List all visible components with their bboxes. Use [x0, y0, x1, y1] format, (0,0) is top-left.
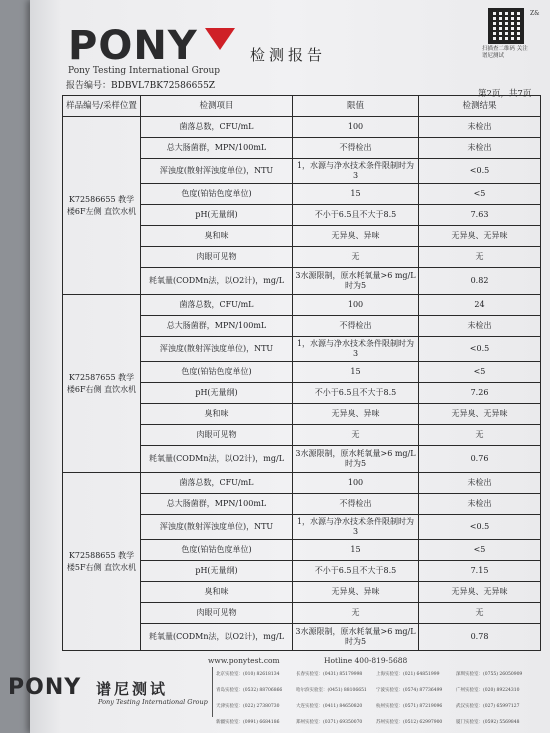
item-cell: 耗氧量(CODMn法，以O2计)，mg/L [141, 268, 293, 295]
sample-cell: K72587655 教学楼6F右侧 直饮水机 [63, 295, 141, 473]
footer-company-cn: 谱尼测试 [96, 680, 169, 698]
footer-lab-entry: 哈尔滨实验室：(0451) 88106651 [296, 688, 367, 693]
footer-lab-entry: 武汉实验室：(027) 65997127 [456, 704, 520, 709]
item-cell: 色度(铂钴色度单位) [141, 540, 293, 561]
footer-hotline: Hotline 400-819-5688 [324, 656, 408, 665]
report-page [30, 0, 550, 733]
footer-company-en: Pony Testing International Group [98, 698, 208, 706]
qr-code-icon [488, 8, 524, 44]
result-cell: <5 [419, 540, 541, 561]
item-cell: 色度(铂钴色度单位) [141, 184, 293, 205]
result-cell: <0.5 [419, 515, 541, 540]
result-cell: 未检出 [419, 494, 541, 515]
result-cell: <5 [419, 184, 541, 205]
table-row [63, 117, 541, 138]
item-cell: 耗氧量(CODMn法，以O2计)，mg/L [141, 624, 293, 651]
footer-lab-entry: 新疆实验室：(0991) 6684186 [216, 720, 280, 725]
result-cell: 未检出 [419, 316, 541, 337]
item-cell: pH(无量纲) [141, 205, 293, 226]
result-cell: 24 [419, 295, 541, 316]
footer-lab-entry: 苏州实验室：(0512) 62997900 [376, 720, 443, 725]
result-cell: 0.82 [419, 268, 541, 295]
result-cell: 无 [419, 603, 541, 624]
footer-lab-entry: 北京实验室：(010) 82618134 [216, 672, 280, 677]
table-row [63, 473, 541, 494]
footer-website: www.ponytest.com [208, 656, 280, 665]
result-cell: 无 [419, 247, 541, 268]
results-table [62, 95, 541, 651]
result-cell: 未检出 [419, 473, 541, 494]
document-title: 检测报告 [250, 46, 327, 64]
limit-cell: 100 [293, 117, 419, 138]
limit-cell: 不得检出 [293, 138, 419, 159]
result-cell: <5 [419, 362, 541, 383]
footer-lab-entry: 广州实验室：(020) 89224310 [456, 688, 520, 693]
table-row [63, 295, 541, 316]
sample-cell: K72586655 教学楼6F左侧 直饮水机 [63, 117, 141, 295]
item-cell: 总大肠菌群，MPN/100mL [141, 494, 293, 515]
item-cell: 菌落总数，CFU/mL [141, 473, 293, 494]
limit-cell: 不小于6.5且不大于8.5 [293, 383, 419, 404]
limit-cell: 1，水源与净水技术条件限制时为3 [293, 159, 419, 184]
result-cell: 7.63 [419, 205, 541, 226]
item-cell: 肉眼可见物 [141, 247, 293, 268]
item-cell: 总大肠菌群，MPN/100mL [141, 316, 293, 337]
limit-cell: 不小于6.5且不大于8.5 [293, 561, 419, 582]
table-header-row [63, 96, 541, 117]
qr-caption: 扫描查二维码 关注谱尼测试 [482, 46, 528, 59]
footer-logo: PONY [8, 675, 82, 700]
report-number: 报告编号：BDBVL7BK72586655Z [66, 81, 216, 91]
item-cell: 浑浊度(散射浑浊度单位)，NTU [141, 159, 293, 184]
limit-cell: 3水源限制，原水耗氧量>6 mg/L时为5 [293, 624, 419, 651]
limit-cell: 15 [293, 184, 419, 205]
item-cell: 色度(铂钴色度单位) [141, 362, 293, 383]
footer-lab-entry: 上海实验室：(021) 64851999 [376, 672, 440, 677]
logo-triangle-icon [205, 28, 235, 50]
footer-lab-entry: 长春实验室：(0431) 85179998 [296, 672, 363, 677]
limit-cell: 不得检出 [293, 316, 419, 337]
item-cell: 臭和味 [141, 226, 293, 247]
result-cell: 无异臭、无异味 [419, 582, 541, 603]
result-cell: 无异臭、无异味 [419, 226, 541, 247]
item-cell: 肉眼可见物 [141, 425, 293, 446]
footer-lab-entry: 宁波实验室：(0574) 87736499 [376, 688, 443, 693]
logo-subtitle: Pony Testing International Group [68, 66, 221, 76]
footer-divider [212, 667, 213, 717]
footer-lab-list [216, 669, 546, 733]
pony-logo: PONY [68, 23, 198, 69]
result-cell: 7.26 [419, 383, 541, 404]
item-cell: 浑浊度(散射浑浊度单位)，NTU [141, 337, 293, 362]
limit-cell: 无异臭、异味 [293, 404, 419, 425]
limit-cell: 无 [293, 425, 419, 446]
item-cell: pH(无量纲) [141, 561, 293, 582]
footer-lab-entry: 厦门实验室：(0592) 5569848 [456, 720, 520, 725]
item-cell: 臭和味 [141, 582, 293, 603]
col-item: 检测项目 [141, 96, 293, 117]
result-cell: 无异臭、无异味 [419, 404, 541, 425]
item-cell: 肉眼可见物 [141, 603, 293, 624]
limit-cell: 15 [293, 362, 419, 383]
limit-cell: 无异臭、异味 [293, 226, 419, 247]
result-cell: 0.76 [419, 446, 541, 473]
limit-cell: 无异臭、异味 [293, 582, 419, 603]
limit-cell: 1，水源与净水技术条件限制时为3 [293, 337, 419, 362]
limit-cell: 不小于6.5且不大于8.5 [293, 205, 419, 226]
limit-cell: 无 [293, 603, 419, 624]
limit-cell: 1，水源与净水技术条件限制时为3 [293, 515, 419, 540]
footer-lab-entry: 青岛实验室：(0532) 88706866 [216, 688, 283, 693]
item-cell: 菌落总数，CFU/mL [141, 295, 293, 316]
col-result: 检测结果 [419, 96, 541, 117]
result-cell: 7.15 [419, 561, 541, 582]
result-cell: 未检出 [419, 117, 541, 138]
limit-cell: 100 [293, 295, 419, 316]
limit-cell: 3水源限制，原水耗氧量>6 mg/L时为5 [293, 446, 419, 473]
result-cell: 无 [419, 425, 541, 446]
item-cell: pH(无量纲) [141, 383, 293, 404]
limit-cell: 不得检出 [293, 494, 419, 515]
limit-cell: 3水源限制，原水耗氧量>6 mg/L时为5 [293, 268, 419, 295]
footer-lab-entry: 天津实验室：(022) 27380730 [216, 704, 280, 709]
qr-tag: Z& [530, 10, 540, 17]
footer-lab-entry: 杭州实验室：(0571) 87219096 [376, 704, 443, 709]
col-sample: 样品编号/采样位置 [63, 96, 141, 117]
item-cell: 总大肠菌群，MPN/100mL [141, 138, 293, 159]
item-cell: 菌落总数，CFU/mL [141, 117, 293, 138]
footer-lab-entry: 深圳实验室：(0755) 26050909 [456, 672, 523, 677]
result-cell: <0.5 [419, 337, 541, 362]
limit-cell: 无 [293, 247, 419, 268]
item-cell: 耗氧量(CODMn法，以O2计)，mg/L [141, 446, 293, 473]
sample-cell: K72588655 教学楼5F右侧 直饮水机 [63, 473, 141, 651]
col-limit: 限值 [293, 96, 419, 117]
result-cell: <0.5 [419, 159, 541, 184]
footer-lab-entry: 大连实验室：(0411) 84650820 [296, 704, 363, 709]
page-indicator: 第2页，共7页 [478, 89, 532, 99]
footer-lab-entry: 郑州实验室：(0371) 69350070 [296, 720, 363, 725]
limit-cell: 15 [293, 540, 419, 561]
limit-cell: 100 [293, 473, 419, 494]
item-cell: 浑浊度(散射浑浊度单位)，NTU [141, 515, 293, 540]
item-cell: 臭和味 [141, 404, 293, 425]
result-cell: 0.78 [419, 624, 541, 651]
result-cell: 未检出 [419, 138, 541, 159]
